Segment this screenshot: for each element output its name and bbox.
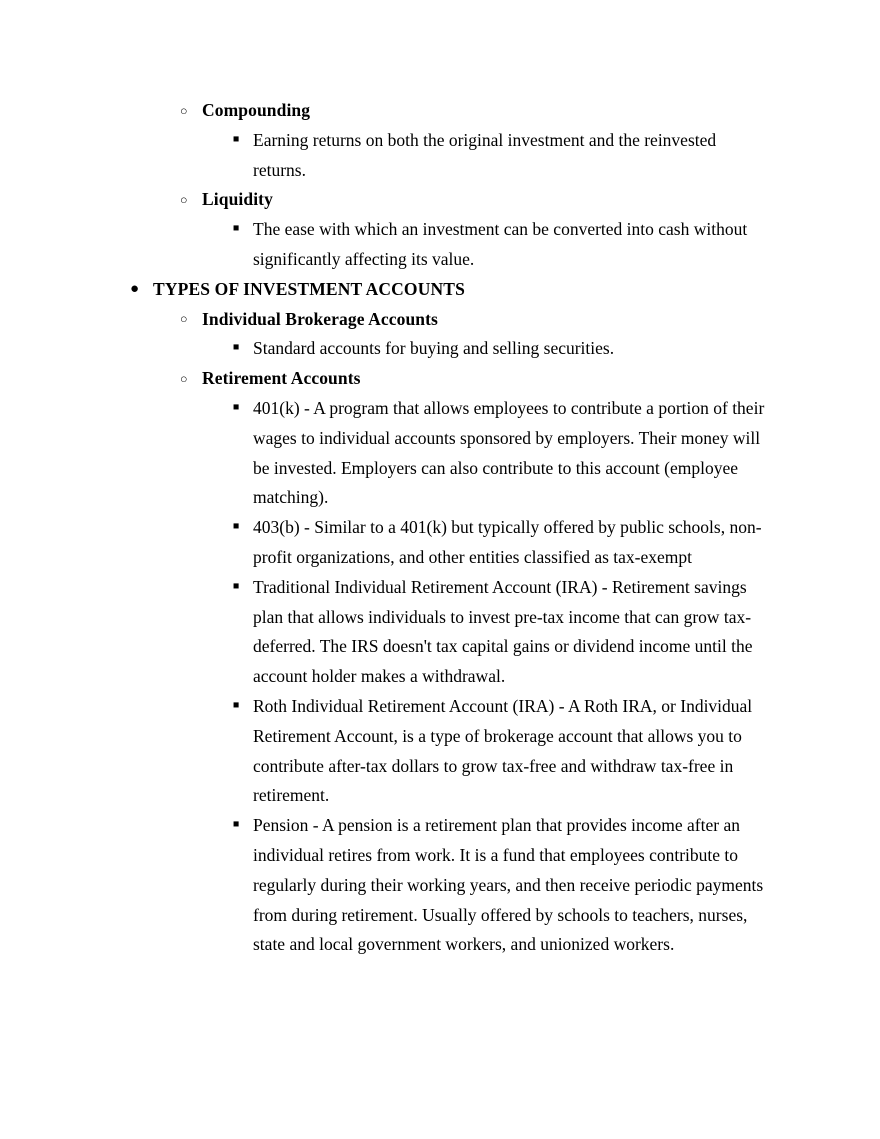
square-bullet-icon: ■ [233,133,240,145]
outline-item-text: Compounding [202,100,311,120]
outline-item-text: Traditional Individual Retirement Account (IRA) - Retirement savings plan that allows individuals to invest pre-tax income that can grow tax-deferred. The IRS doesn't tax capital gains or dividend income until the account holder makes a withdrawal. [253,576,753,687]
outline-item-text: Standard accounts for buying and selling securities. [253,338,615,359]
outline-item-text: TYPES OF INVESTMENT ACCOUNTS [153,278,465,299]
square-bullet-icon: ■ [233,699,240,711]
square-bullet-icon: ■ [233,223,240,235]
outline-item-text: Pension - A pension is a retirement plan that provides income after an individual retires from work. It is a fund that employees contribute to regularly during their working years, and then receive periodic payments from during retirement. Usually offered by schools to teachers, nurses, state and local government workers, and unionized workers. [253,815,764,955]
outline-item-level-3 [233,513,772,573]
outline-list [108,96,772,960]
outline-item-level-3 [233,215,772,275]
square-bullet-icon: ■ [233,580,240,592]
square-bullet-icon: ■ [233,342,240,354]
outline-item-level-3 [233,573,772,692]
outline-item-level-3 [233,692,772,811]
outline-item-text: 401(k) - A program that allows employees to contribute a portion of their wages to individual accounts sponsored by employers. Their money will be invested. Employers can also contribute to this account (employee matching). [253,397,765,508]
disc-bullet-icon: ● [130,280,140,297]
outline-item-level-2 [180,185,772,215]
outline-item-level-3 [233,811,772,960]
outline-item-level-3 [233,334,772,364]
circle-bullet-icon: ○ [180,103,188,118]
outline-item-text: 403(b) - Similar to a 401(k) but typically offered by public schools, non-profit organizations, and other entities classified as tax-exempt [253,517,762,567]
outline-item-text: Earning returns on both the original investment and the reinvested returns. [253,129,717,180]
circle-bullet-icon: ○ [180,371,188,386]
outline-item-text: Retirement Accounts [202,368,361,389]
outline-item-level-3 [233,394,772,513]
circle-bullet-icon: ○ [180,192,188,207]
outline-item-level-2 [180,364,772,394]
circle-bullet-icon: ○ [180,312,188,327]
square-bullet-icon: ■ [233,401,240,413]
outline-item-level-2 [180,305,772,335]
square-bullet-icon: ■ [233,819,240,831]
outline-item-level-1 [130,275,772,305]
outline-item-text: The ease with which an investment can be converted into cash without significantly affecting its value. [253,219,748,269]
outline-item-text: Liquidity [202,189,273,210]
square-bullet-icon: ■ [233,521,240,533]
outline-item-level-3 [233,126,772,186]
outline-item-text: Individual Brokerage Accounts [202,308,438,329]
outline-item-level-2 [180,96,772,126]
outline-item-text: Roth Individual Retirement Account (IRA) - A Roth IRA, or Individual Retirement Account, is a type of brokerage account that allows you to contribute after-tax dollars to grow tax-free and withdraw tax-free in retirement. [253,695,753,806]
